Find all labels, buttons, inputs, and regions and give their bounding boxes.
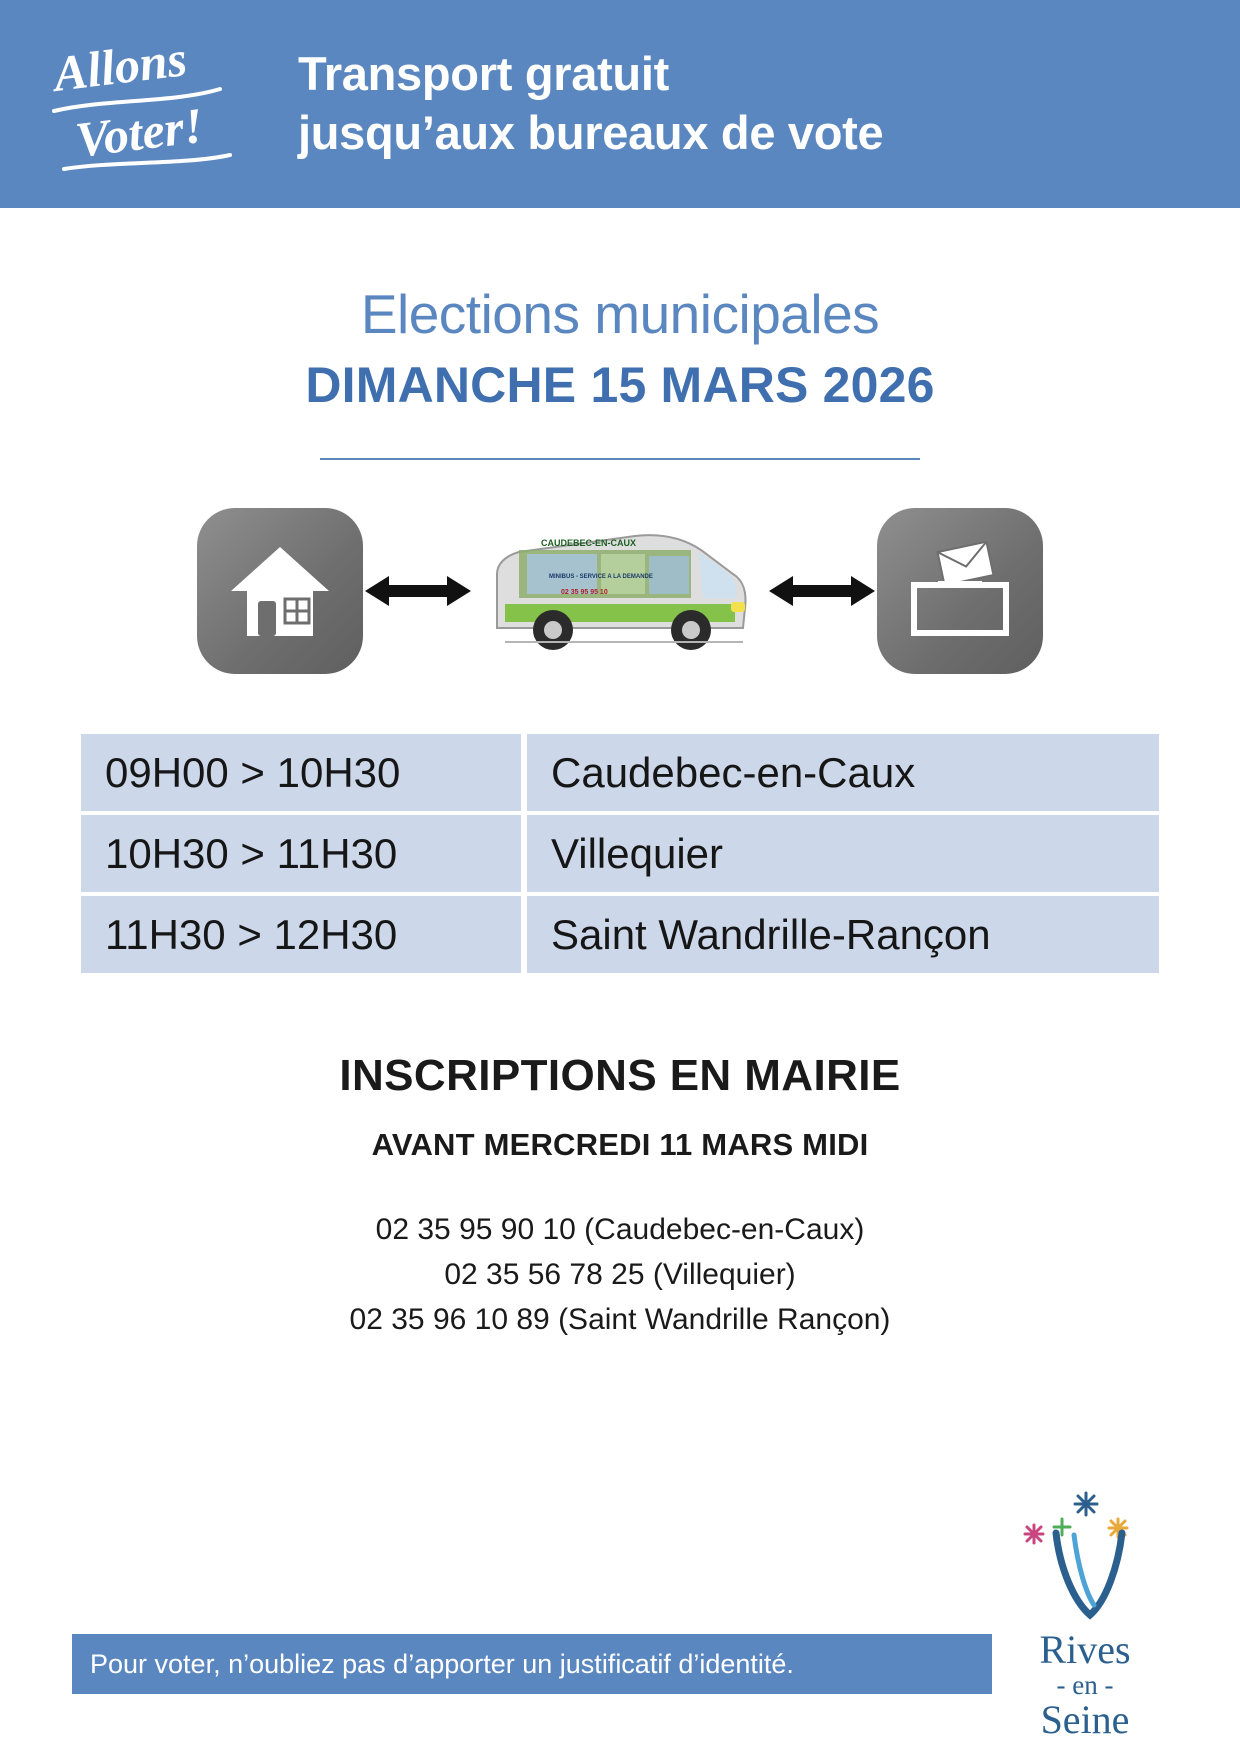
list-item: 02 35 95 90 10 (Caudebec-en-Caux) bbox=[375, 1213, 865, 1246]
registration-deadline: AVANT MERCREDI 11 MARS MIDI bbox=[371, 1127, 869, 1162]
minibus-photo bbox=[475, 516, 765, 666]
double-arrow-icon bbox=[767, 571, 877, 611]
schedule-time: 09H00 > 10H30 bbox=[81, 734, 521, 811]
schedule-time: 11H30 > 12H30 bbox=[81, 896, 521, 973]
election-title: Elections municipales bbox=[360, 283, 880, 345]
rives-wordmark bbox=[990, 1629, 1180, 1741]
registration-block bbox=[0, 1051, 1240, 1342]
rives-line2: - en - bbox=[1056, 1670, 1114, 1700]
arrow-left-right-2 bbox=[767, 571, 877, 611]
ballot-box-pictogram bbox=[877, 508, 1043, 674]
footer-notice: Pour voter, n’oubliez pas d’apporter un justificatif d’identité. bbox=[72, 1634, 992, 1694]
list-item: 02 35 96 10 89 (Saint Wandrille Rançon) bbox=[349, 1303, 891, 1336]
election-date: DIMANCHE 15 MARS 2026 bbox=[305, 357, 935, 413]
rives-mark-icon bbox=[990, 1489, 1180, 1624]
header-title-line2: jusqu’aux bureaux de vote bbox=[298, 106, 884, 159]
double-arrow-icon bbox=[363, 571, 473, 611]
svg-text:CAUDEBEC-EN-CAUX: CAUDEBEC-EN-CAUX bbox=[541, 538, 637, 548]
rives-en-seine-logo bbox=[990, 1489, 1180, 1743]
pictogram-row bbox=[0, 508, 1240, 674]
registration-heading: INSCRIPTIONS EN MAIRIE bbox=[339, 1051, 901, 1100]
header-title-line1: Transport gratuit bbox=[298, 47, 669, 101]
table-row bbox=[81, 815, 1159, 892]
svg-text:Voter!: Voter! bbox=[72, 96, 207, 168]
page-header bbox=[0, 0, 1240, 208]
ballot-box-icon bbox=[904, 541, 1016, 641]
schedule-place: Villequier bbox=[527, 815, 1159, 892]
table-row bbox=[81, 734, 1159, 811]
house-icon bbox=[225, 539, 335, 644]
phone-list bbox=[0, 1207, 1240, 1342]
rives-line1: Rives bbox=[1039, 1627, 1131, 1672]
schedule-place: Saint Wandrille-Rançon bbox=[527, 896, 1159, 973]
divider bbox=[320, 458, 920, 460]
schedule-place: Caudebec-en-Caux bbox=[527, 734, 1159, 811]
allons-voter-logo bbox=[34, 19, 284, 189]
svg-text:MINIBUS - SERVICE A LA DEMANDE: MINIBUS - SERVICE A LA DEMANDE bbox=[549, 574, 653, 580]
list-item: 02 35 56 78 25 (Villequier) bbox=[444, 1258, 796, 1291]
header-title bbox=[298, 45, 883, 163]
table-row bbox=[81, 896, 1159, 973]
svg-text:02 35 95 95 10: 02 35 95 95 10 bbox=[561, 589, 608, 596]
rives-line3: Seine bbox=[1040, 1697, 1130, 1743]
svg-text:Allons: Allons bbox=[50, 30, 190, 102]
title-block bbox=[0, 282, 1240, 460]
house-pictogram bbox=[197, 508, 363, 674]
arrow-left-right-1 bbox=[363, 571, 473, 611]
schedule-table bbox=[81, 734, 1159, 973]
schedule-time: 10H30 > 11H30 bbox=[81, 815, 521, 892]
